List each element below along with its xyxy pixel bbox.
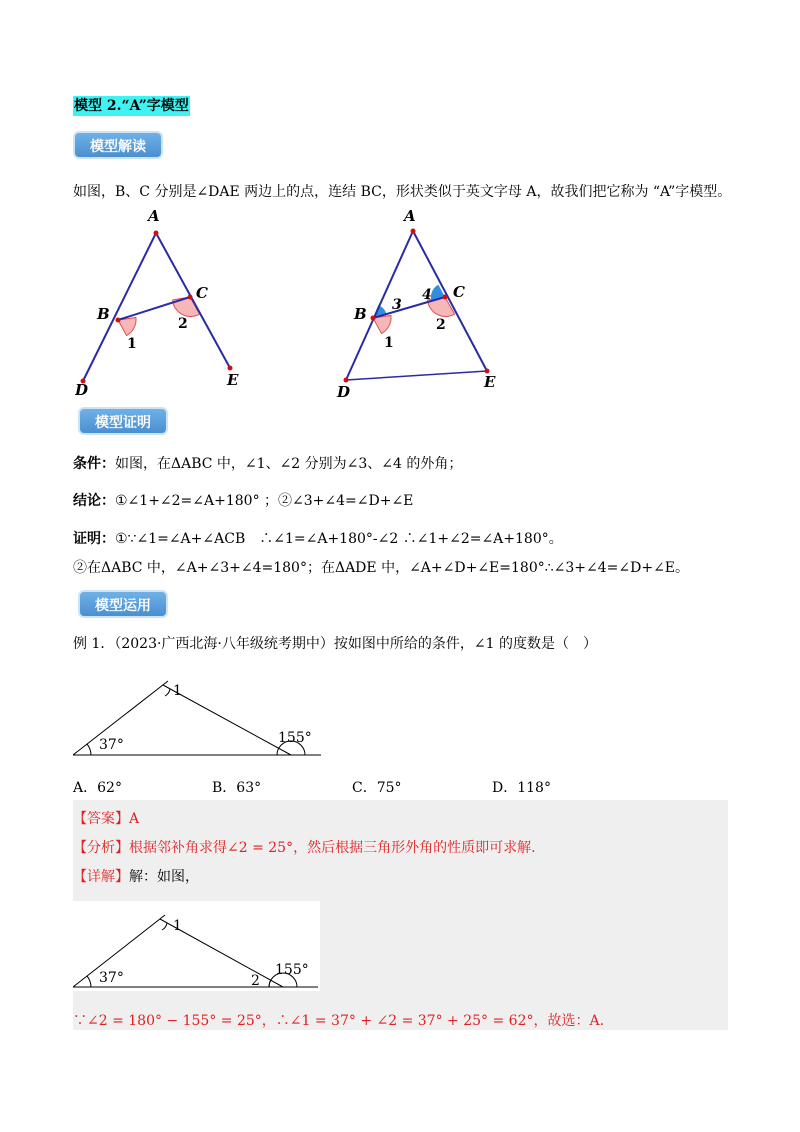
condition-line xyxy=(73,453,462,473)
option-c-letter: C． xyxy=(352,780,377,796)
option-c-value: 75° xyxy=(376,780,402,796)
conclusion-text: ①∠1+∠2=∠A+180° ；②∠3+∠4=∠D+∠E xyxy=(115,493,414,509)
condition-label: 条件： xyxy=(73,456,115,472)
detail-label: 【详解】 xyxy=(73,869,129,885)
fig4-angle-155: 155° xyxy=(275,962,309,978)
option-d-letter: D． xyxy=(492,780,518,796)
figure-a-model-1 xyxy=(75,205,260,400)
fig2-label-e: E xyxy=(484,373,496,391)
fig4-angle-1: 1 xyxy=(173,918,182,934)
fig3-angle-1: 1 xyxy=(173,683,182,699)
badge-interpret: 模型解读 xyxy=(73,131,163,159)
figure-triangle-question xyxy=(73,673,323,763)
analysis-label: 【分析】 xyxy=(73,840,129,856)
fig4-angle-2: 2 xyxy=(251,973,260,989)
fig2-angle-3: 3 xyxy=(392,297,402,313)
fig1-angle-2: 2 xyxy=(178,316,188,332)
answer-label: 【答案】 xyxy=(73,811,129,827)
option-b-value: 63° xyxy=(236,780,262,796)
badge-apply: 模型运用 xyxy=(78,590,168,618)
fig2-angle-2: 2 xyxy=(436,317,446,333)
final-solution: ∵∠2 = 180° − 155° = 25°，∴∠1 = 37° + ∠2 = 37° + 25° = 62°，故选：A. xyxy=(73,1013,605,1029)
fig1-label-e: E xyxy=(227,371,239,389)
figure-a-model-2 xyxy=(330,205,515,400)
proof-label: 证明： xyxy=(73,531,115,547)
answer-text: A xyxy=(129,811,140,827)
fig1-label-c: C xyxy=(196,284,208,302)
option-b[interactable] xyxy=(212,777,261,797)
analysis-text: 根据邻补角求得∠2 = 25°，然后根据三角形外角的性质即可求解. xyxy=(129,840,536,856)
option-a-value: 62° xyxy=(97,780,122,796)
option-a[interactable] xyxy=(73,777,122,797)
fig1-angle-1: 1 xyxy=(127,336,137,352)
fig2-angle-1: 1 xyxy=(384,335,394,351)
fig4-angle-37: 37° xyxy=(99,970,124,986)
fig2-label-a: A xyxy=(404,207,416,225)
option-b-letter: B． xyxy=(212,780,237,796)
proof-line-1 xyxy=(73,528,563,548)
option-d[interactable] xyxy=(492,777,551,797)
condition-text: 如图，在ΔABC 中，∠1、∠2 分别为∠3、∠4 的外角； xyxy=(115,456,463,472)
fig3-angle-37: 37° xyxy=(99,737,124,753)
fig2-label-b: B xyxy=(354,305,367,323)
intro-text: 如图，B、C 分别是∠DAE 两边上的点，连结 BC，形状类似于英文字母 A，故我们把它称为 “A”字模型。 xyxy=(73,184,732,200)
fig3-angle-155: 155° xyxy=(278,730,312,746)
example-stem: 例 1．（2023·广西北海·八年级统考期中）按如图中所给的条件，∠1 的度数是（ ） xyxy=(73,636,597,652)
fig1-label-a: A xyxy=(148,207,160,225)
fig1-label-d: D xyxy=(75,381,89,399)
proof-line-2: ②在ΔABC 中，∠A+∠3+∠4=180°；在ΔADE 中，∠A+∠D+∠E=180°∴∠3+∠4=∠D+∠E。 xyxy=(73,560,690,576)
fig2-angle-4: 4 xyxy=(422,287,432,303)
proof-text: ①∵∠1=∠A+∠ACB ∴∠1=∠A+180°-∠2 ∴∠1+∠2=∠A+180°。 xyxy=(115,531,563,547)
option-d-value: 118° xyxy=(517,780,551,796)
fig2-label-c: C xyxy=(453,283,465,301)
option-a-letter: A． xyxy=(73,780,98,796)
detail-line xyxy=(73,866,199,886)
fig1-label-b: B xyxy=(97,305,110,323)
conclusion-line xyxy=(73,490,413,510)
answer-line xyxy=(73,808,139,828)
option-c[interactable] xyxy=(352,777,402,797)
conclusion-label: 结论： xyxy=(73,493,115,509)
section-title: 模型 2.“A”字模型 xyxy=(74,98,189,114)
badge-proof: 模型证明 xyxy=(78,407,168,435)
fig2-label-d: D xyxy=(337,383,351,400)
detail-text: 解：如图， xyxy=(129,869,199,885)
figure-triangle-solution xyxy=(73,901,320,991)
analysis-line xyxy=(73,837,536,857)
